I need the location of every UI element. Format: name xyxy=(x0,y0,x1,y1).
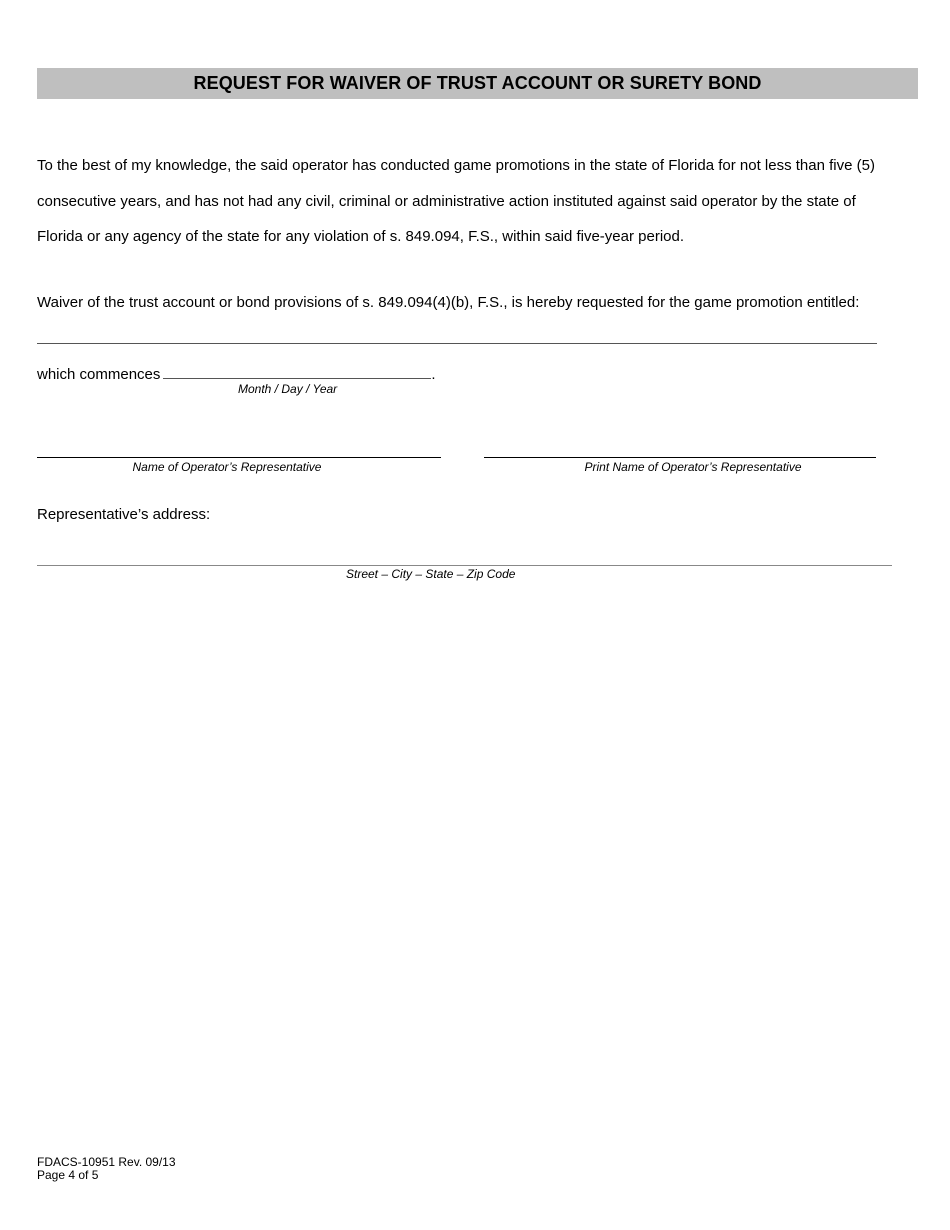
game-promotion-title-field[interactable] xyxy=(37,343,877,344)
signature-caption: Name of Operator’s Representative xyxy=(132,460,322,474)
print-name-caption: Print Name of Operator’s Representative xyxy=(584,460,802,474)
commences-suffix: . xyxy=(431,366,436,383)
operator-statement-paragraph: To the best of my knowledge, the said operator has conducted game promotions in the state of Florida for not less than five (5) consecutive years, and has not had any civil, criminal or administrative action instituted against said operator by the state of Florida or any agency of the state for any violation of s. 849.094, F.S., within said five-year period. xyxy=(37,157,875,245)
commences-label: which commences xyxy=(37,366,161,383)
address-label: Representative’s address: xyxy=(37,506,211,523)
date-caption: Month / Day / Year xyxy=(238,382,338,396)
form-title-bar xyxy=(37,68,918,99)
address-caption: Street – City – State – Zip Code xyxy=(346,567,516,581)
form-number: FDACS-10951 Rev. 09/13 xyxy=(37,1155,176,1169)
waiver-request-paragraph: Waiver of the trust account or bond provisions of s. 849.094(4)(b), F.S., is hereby requested for the game promotion entitled: xyxy=(37,294,860,311)
address-field[interactable] xyxy=(37,565,892,566)
page-footer xyxy=(37,1156,176,1182)
form-title: REQUEST FOR WAIVER OF TRUST ACCOUNT OR SURETY BOND xyxy=(193,73,762,93)
commence-date-field[interactable] xyxy=(163,364,431,379)
page-number: Page 4 of 5 xyxy=(37,1168,99,1182)
print-name-field[interactable] xyxy=(484,457,876,458)
signature-field[interactable] xyxy=(37,457,441,458)
commences-row xyxy=(37,364,436,383)
